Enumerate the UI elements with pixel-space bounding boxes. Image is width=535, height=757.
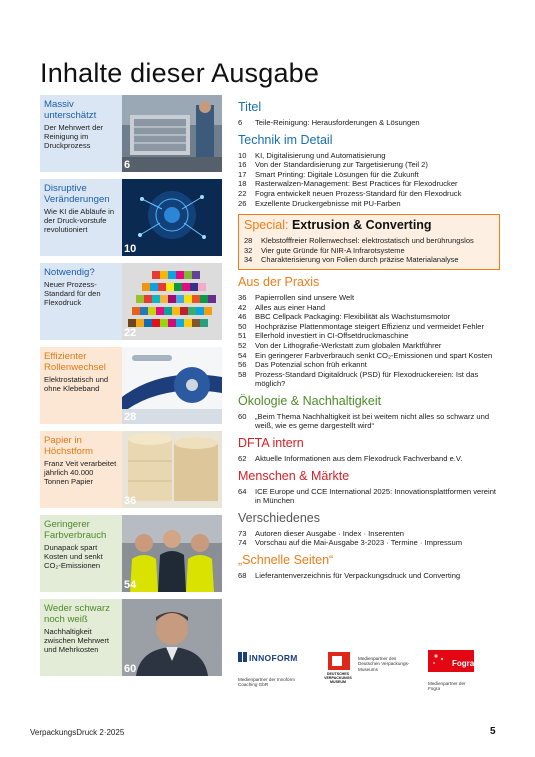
toc-title: ICE Europe und CCE International 2025: Innovationsplattformen vereint in München xyxy=(255,486,497,506)
teaser-photo-team xyxy=(122,515,222,592)
teaser-text xyxy=(40,179,122,256)
innoform-caption: Medienpartner der Innoform Coaching GbR xyxy=(238,677,295,688)
toc-entry[interactable] xyxy=(238,412,500,431)
teaser-photo-portrait xyxy=(122,599,222,676)
toc-entry[interactable] xyxy=(238,312,500,322)
teaser-page-number: 36 xyxy=(124,495,137,507)
teaser-photo-rollchange xyxy=(122,347,222,424)
toc-entry[interactable] xyxy=(238,454,500,464)
teaser-card[interactable] xyxy=(40,95,222,172)
toc-page: 32 xyxy=(244,245,253,255)
toc-page: 74 xyxy=(238,538,247,548)
toc-page: 22 xyxy=(238,188,247,198)
toc-page: 26 xyxy=(238,198,247,208)
svg-text:INNOFORM: INNOFORM xyxy=(249,653,298,663)
teaser-heading: Disruptive Veränderungen xyxy=(44,183,110,205)
teaser-description: Neuer Prozess-Standard für den Flexodruck xyxy=(44,280,101,308)
svg-text:DEUTSCHES: DEUTSCHES xyxy=(326,672,350,676)
special-label: Special: xyxy=(244,218,289,233)
toc-page: 64 xyxy=(238,486,247,496)
toc-page: 54 xyxy=(238,350,247,360)
footer-publication: VerpackungsDruck 2·2025 xyxy=(30,728,125,737)
toc-entry[interactable] xyxy=(238,487,500,506)
fogra-logo xyxy=(428,650,498,692)
toc-page: 18 xyxy=(238,179,247,189)
teaser-text xyxy=(40,263,122,340)
toc-title: Papierrollen sind unsere Welt xyxy=(255,292,355,302)
media-partner-logos xyxy=(238,650,500,706)
toc-title: „Beim Thema Nachhaltigkeit ist bei weitem nicht alles so schwarz und weiß, wie es gerne dargestellt wird“ xyxy=(255,411,490,431)
toc-title: Autoren dieser Ausgabe · Index · Inserenten xyxy=(255,528,405,538)
toc-entry[interactable] xyxy=(238,179,500,189)
toc-page: 56 xyxy=(238,360,247,370)
toc-title: Smart Printing: Digitale Lösungen für die Zukunft xyxy=(255,169,419,179)
toc-page: 68 xyxy=(238,571,247,581)
toc-page: 6 xyxy=(238,118,243,127)
fogra-mark-icon xyxy=(428,650,474,672)
toc-title: Teile-Reinigung: Herausforderungen & Lösungen xyxy=(255,118,420,127)
toc-entry[interactable] xyxy=(244,236,494,246)
toc-entry[interactable] xyxy=(238,151,500,161)
teaser-description: Nachhaltigkeit zwischen Mehrwert und Mehrkosten xyxy=(44,627,109,655)
verpackungsmuseum-logo xyxy=(322,650,414,684)
toc-page: 17 xyxy=(238,169,247,179)
toc-title: Klebstofffreier Rollenwechsel: elektrostatisch und berührungslos xyxy=(261,236,474,246)
toc-page: 36 xyxy=(238,292,247,302)
toc-page: 34 xyxy=(244,255,253,265)
section-heading-menschen: Menschen & Märkte xyxy=(238,468,350,483)
section-heading-oekologie: Ökologie & Nachhaltigkeit xyxy=(238,393,382,408)
teaser-card[interactable] xyxy=(40,515,222,592)
toc-entry[interactable] xyxy=(238,571,500,581)
museum-box-icon xyxy=(322,650,354,684)
teaser-page-number: 28 xyxy=(124,411,137,423)
teaser-heading: Papier in Höchstform xyxy=(44,435,94,457)
toc-title: Von der Standardisierung zur Targetisierung (Teil 2) xyxy=(255,160,428,170)
toc-entry[interactable] xyxy=(238,199,500,209)
toc-title: Exzellente Druckergebnisse mit PU-Farben xyxy=(255,198,401,208)
teaser-column xyxy=(40,95,222,683)
toc-entry[interactable] xyxy=(244,246,494,256)
teaser-heading: Massiv unterschätzt xyxy=(44,99,97,121)
teaser-heading: Weder schwarz noch weiß xyxy=(44,603,110,625)
toc-page: 16 xyxy=(238,160,247,170)
svg-text:MUSEUM: MUSEUM xyxy=(330,680,346,684)
toc-entry[interactable] xyxy=(238,351,500,361)
page-title: Inhalte dieser Ausgabe xyxy=(40,58,320,88)
toc-page: 73 xyxy=(238,528,247,538)
toc-entry[interactable] xyxy=(238,160,500,170)
teaser-page-number: 10 xyxy=(124,243,137,255)
toc-title: Fogra entwickelt neuen Prozess-Standard für den Flexodruck xyxy=(255,188,462,198)
teaser-page-number: 60 xyxy=(124,663,137,675)
svg-text:Fogra: Fogra xyxy=(452,659,474,668)
toc-entry[interactable] xyxy=(238,529,500,539)
toc-page: 62 xyxy=(238,454,247,464)
toc-page: 52 xyxy=(238,340,247,350)
teaser-description: Dunapack spart Kosten und senkt CO₂-Emissionen xyxy=(44,543,103,571)
toc-title: Von der Lithografie-Werkstatt zum globalen Marktführer xyxy=(255,340,442,350)
teaser-photo-paper-rolls xyxy=(122,431,222,508)
innoform-logo xyxy=(238,650,310,688)
section-heading-praxis: Aus der Praxis xyxy=(238,274,320,289)
teaser-description: Der Mehrwert der Reinigung im Druckprozess xyxy=(44,123,104,151)
toc-entry[interactable] xyxy=(238,293,500,303)
toc-page: 50 xyxy=(238,321,247,331)
toc-page: 58 xyxy=(238,369,247,379)
section-heading-dfta: DFTA intern xyxy=(238,436,304,451)
teaser-description: Wie KI die Abläufe in der Druck-vorstufe revolutioniert xyxy=(44,207,115,235)
toc-page: 51 xyxy=(238,331,247,341)
teaser-heading: Notwendig? xyxy=(44,267,95,278)
teaser-photo-colorchart xyxy=(122,263,222,340)
toc-title: Ellerhold investiert in CI-Offsetdruckmaschine xyxy=(255,331,409,341)
teaser-card[interactable] xyxy=(40,263,222,340)
section-heading-technik: Technik im Detail xyxy=(238,132,333,147)
teaser-text xyxy=(40,515,122,592)
special-topic: Extrusion & Converting xyxy=(291,218,432,233)
toc-entry[interactable] xyxy=(238,189,500,199)
section-heading-schnelle-seiten: „Schnelle Seiten“ xyxy=(238,553,334,568)
toc-entry[interactable] xyxy=(238,341,500,351)
teaser-heading: Geringerer Farbverbrauch xyxy=(44,519,107,541)
toc-entry[interactable] xyxy=(238,170,500,180)
toc-entry[interactable] xyxy=(238,360,500,370)
toc-title: Vier gute Gründe für NIR-A Infrarotsysteme xyxy=(261,245,405,255)
toc-page: 10 xyxy=(238,150,247,160)
toc-entry[interactable] xyxy=(238,118,500,128)
teaser-card[interactable] xyxy=(40,179,222,256)
toc-entry[interactable] xyxy=(238,538,500,548)
footer-page-number: 5 xyxy=(490,726,496,737)
toc-title: Aktuelle Informationen aus dem Flexodruck Fachverband e.V. xyxy=(255,454,463,464)
teaser-text xyxy=(40,347,122,424)
toc-title: KI, Digitalisierung und Automatisierung xyxy=(255,150,386,160)
svg-text:VERPACKUNGS: VERPACKUNGS xyxy=(324,676,352,680)
teaser-photo-ai xyxy=(122,179,222,256)
toc-title: Hochpräzise Plattenmontage steigert Effizienz und vermeidet Fehler xyxy=(255,321,485,331)
toc-entry[interactable] xyxy=(238,370,500,389)
teaser-page-number: 54 xyxy=(124,579,137,591)
teaser-card[interactable] xyxy=(40,347,222,424)
teaser-card[interactable] xyxy=(40,431,222,508)
verpackungsmuseum-mark xyxy=(322,650,414,684)
toc-entry[interactable] xyxy=(244,255,494,265)
toc-entry[interactable] xyxy=(238,322,500,332)
toc-title: Vorschau auf die Mai-Ausgabe 3-2023 · Termine · Impressum xyxy=(255,538,463,548)
fogra-caption: Medienpartner der Fogra xyxy=(428,681,466,692)
toc-page: 28 xyxy=(244,236,253,246)
verpackungsmuseum-caption: Medienpartner des Deutschen Verpackungs-Museums xyxy=(358,656,410,672)
special-box xyxy=(238,214,500,270)
toc-title: Alles aus einer Hand xyxy=(255,302,326,312)
teaser-page-number: 22 xyxy=(124,327,137,339)
toc-title: Prozess-Standard Digitaldruck (PSD) für Flexodruckereien: Ist das möglich? xyxy=(255,369,479,389)
section-heading-special xyxy=(244,218,494,233)
section-heading-titel: Titel xyxy=(238,100,262,114)
toc-entry[interactable] xyxy=(238,331,500,341)
teaser-text xyxy=(40,431,122,508)
teaser-photo-cleaning xyxy=(122,95,222,172)
table-of-contents xyxy=(238,95,500,581)
toc-title: Lieferantenverzeichnis für Verpackungsdruck und Converting xyxy=(255,571,461,581)
toc-title: Charakterisierung von Folien durch präzise Materialanalyse xyxy=(261,255,459,265)
toc-title: Rasterwalzen-Management: Best Practices für Flexodrucker xyxy=(255,179,458,189)
toc-title: Das Potenzial schon früh erkannt xyxy=(255,360,367,370)
teaser-page-number: 6 xyxy=(124,159,131,171)
teaser-description: Elektrostatisch und ohne Klebeband xyxy=(44,375,109,394)
toc-entry[interactable] xyxy=(238,303,500,313)
teaser-card[interactable] xyxy=(40,599,222,676)
toc-title: BBC Cellpack Packaging: Flexibilität als Wachstumsmotor xyxy=(255,312,451,322)
toc-page: 42 xyxy=(238,302,247,312)
section-heading-verschiedenes: Verschiedenes xyxy=(238,510,321,525)
teaser-description: Franz Veit verarbeitet jährlich 40.000 Tonnen Papier xyxy=(44,459,117,487)
toc-page: 60 xyxy=(238,411,247,421)
teaser-text xyxy=(40,95,122,172)
toc-page: 46 xyxy=(238,312,247,322)
teaser-text xyxy=(40,599,122,676)
innoform-wordmark-icon xyxy=(238,650,298,664)
teaser-heading: Effizienter Rollenwechsel xyxy=(44,351,106,373)
toc-title: Ein geringerer Farbverbrauch senkt CO₂-Emissionen und spart Kosten xyxy=(255,350,493,360)
